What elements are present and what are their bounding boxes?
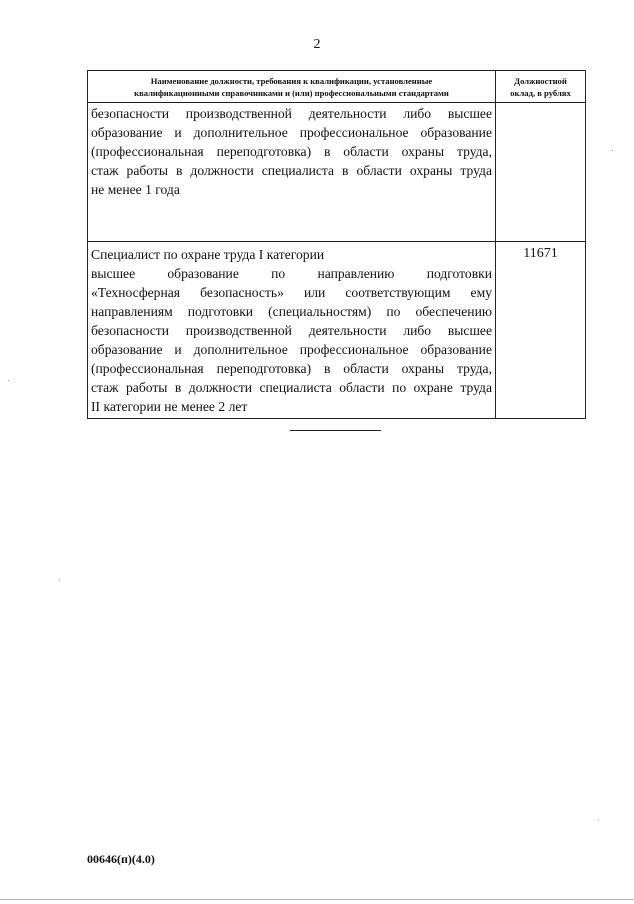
table-header-row [88,71,586,103]
header-salary [496,71,586,103]
text-line: безопасности производственной деятельности либо высшее [91,106,492,121]
salary-cell [496,103,586,242]
text-line: безопасности производственной деятельности либо высшее [91,323,492,338]
scan-speck [8,380,9,381]
scan-speck [612,150,613,151]
requirements-cell [88,242,496,419]
scan-speck [598,820,599,821]
page-number: 2 [313,37,321,52]
text-line: стаж работы в должности специалиста в области охраны труда [91,163,492,178]
salary-table [87,70,586,419]
header-line: Наименование должности, требования к квалификации, установленные [150,76,433,86]
requirements-cell [88,103,496,242]
end-divider-line [290,430,381,431]
text-line: (профессиональная переподготовка) в области охраны труда, [91,361,492,376]
scan-edge [0,899,634,900]
header-line: оклад, в рублях [510,88,571,98]
text-line: образование и дополнительное профессиональное образование [91,125,492,140]
text-line: не менее 1 года [91,182,180,197]
table-row [88,103,586,242]
table-row [88,242,586,419]
scan-speck [59,580,60,581]
text-line: стаж работы в должности специалиста области по охране труда [91,380,492,395]
text-line: «Техносферная безопасность» или соответствующим ему [91,285,492,300]
text-line: II категории не менее 2 лет [91,399,248,414]
header-position-requirements [88,71,496,103]
document-code: 00646(п)(4.0) [87,852,155,866]
header-line: Должностной [514,76,567,86]
text-line: образование и дополнительное профессиональное образование [91,342,492,357]
text-line: (профессиональная переподготовка) в области охраны труда, [91,144,492,159]
text-line: направлениям подготовки (специальностям) по обеспечению [91,304,492,319]
position-title: Специалист по охране труда I категории [91,247,325,262]
text-line: высшее образование по направлению подготовки [91,266,492,281]
header-line: квалификационными справочниками и (или) профессиональными стандартами [134,88,449,98]
salary-cell: 11671 [496,242,586,419]
